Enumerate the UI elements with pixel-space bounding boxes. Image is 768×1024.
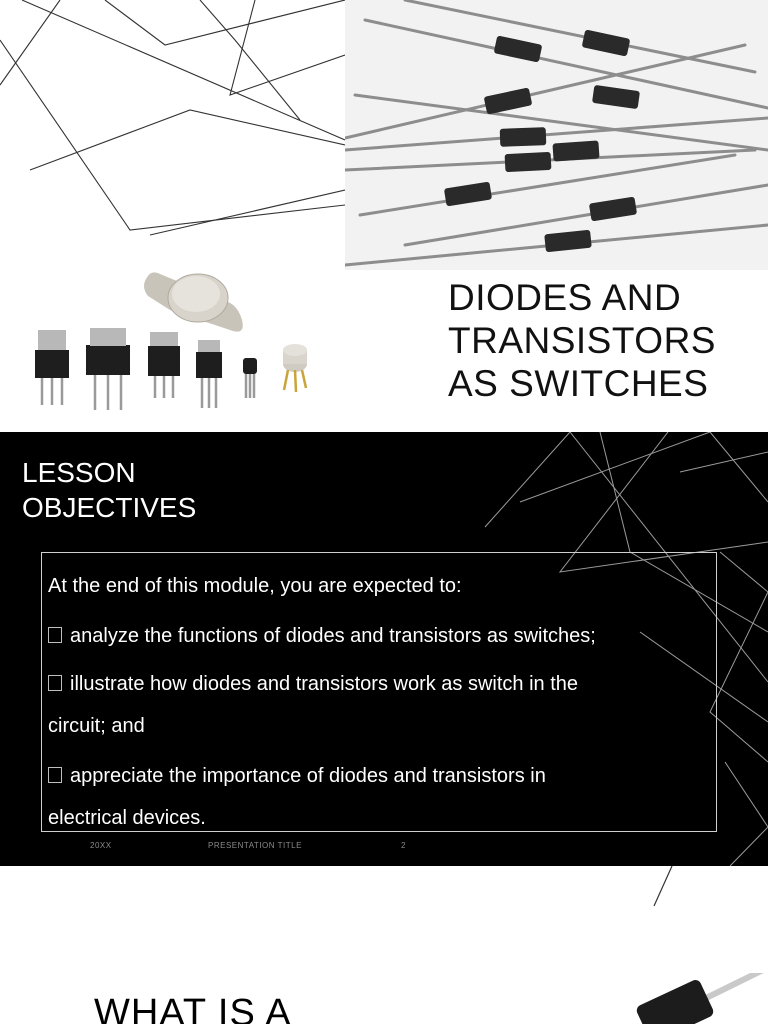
what-is-slide [0,866,768,1024]
footer-page-number: 2 [401,841,406,850]
footer-date: 20XX [90,841,112,850]
objective-item-continued: electrical devices. [48,807,206,829]
bullet-icon [48,675,62,691]
footer-presentation-title: PRESENTATION TITLE [208,841,302,850]
slide-title: WHAT IS A [94,992,292,1024]
bullet-icon [48,627,62,643]
presentation-title: DIODES AND TRANSISTORS AS SWITCHES [448,277,716,404]
objective-item: appreciate the importance of diodes and transistors in [48,765,546,788]
objective-item: illustrate how diodes and transistors work as switch in the [48,673,578,696]
objective-item: analyze the functions of diodes and transistors as switches; [48,625,596,648]
objectives-box [41,552,717,832]
line-art-decoration [640,866,768,926]
title-slide [0,0,768,432]
objective-item-continued: circuit; and [48,715,145,737]
diode-photo [620,961,768,1024]
objectives-intro: At the end of this module, you are expected to: [48,575,462,597]
bullet-icon [48,767,62,783]
lesson-objectives-slide [0,432,768,866]
line-art-decoration [0,0,345,240]
slide-title: LESSON OBJECTIVES [22,457,197,523]
diodes-photo [345,0,768,270]
transistors-photo [0,240,345,432]
